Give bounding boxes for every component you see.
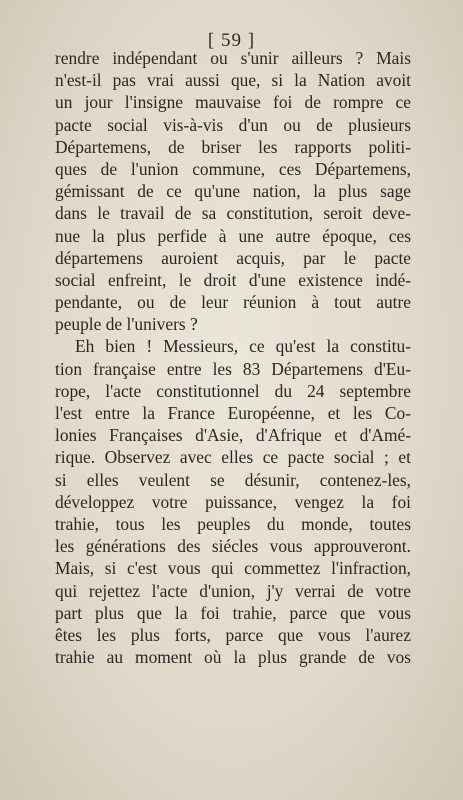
text-line: rope, l'acte constitutionnel du 24 septembre bbox=[55, 380, 411, 401]
text-line: part plus que la foi trahie, parce que vous bbox=[55, 602, 411, 623]
text-line: lonies Françaises d'Asie, d'Afrique et d'Amé- bbox=[55, 425, 411, 446]
text-line: trahie au moment où la plus grande de vos bbox=[55, 647, 411, 668]
text-line: gémissant de ce qu'une nation, la plus sage bbox=[55, 181, 411, 202]
text-line: social enfreint, le droit d'une existence indé- bbox=[55, 269, 411, 290]
text-line: trahie, tous les peuples du monde, toutes bbox=[55, 513, 411, 534]
text-line: n'est-il pas vrai aussi que, si la Nation avoit bbox=[55, 70, 411, 91]
text-line: peuple de l'univers ? bbox=[55, 314, 198, 335]
text-line: rique. Observez avec elles ce pacte social ; et bbox=[55, 447, 411, 468]
text-line: pacte social vis-à-vis d'un ou de plusieurs bbox=[55, 114, 411, 135]
text-line: Mais, si c'est vous qui commettez l'infraction, bbox=[55, 558, 411, 579]
text-line: dans le travail de sa constitution, seroit deve- bbox=[55, 203, 411, 224]
text-line: ques de l'union commune, ces Départemens, bbox=[55, 158, 411, 179]
text-line: les générations des siécles vous approuveront. bbox=[55, 536, 411, 557]
text-line: l'est entre la France Européenne, et les Co- bbox=[55, 403, 411, 423]
text-line: qui rejettez l'acte d'union, j'y verrai de votre bbox=[55, 580, 411, 601]
text-line: nue la plus perfide à une autre époque, ces bbox=[55, 225, 411, 246]
text-line: rendre indépendant ou s'unir ailleurs ? Mais bbox=[55, 48, 411, 68]
text-line: êtes les plus forts, parce que vous l'aurez bbox=[55, 624, 411, 645]
text-line: développez votre puissance, vengez la foi bbox=[55, 491, 411, 512]
body-text bbox=[55, 47, 411, 668]
page-number: [ 59 ] bbox=[207, 30, 256, 51]
text-line: Eh bien ! Messieurs, ce qu'est la constitu- bbox=[75, 336, 411, 357]
text-line: si elles veulent se désunir, contenez-les, bbox=[55, 469, 411, 490]
text-line: départemens auroient acquis, par le pacte bbox=[55, 247, 411, 268]
text-line: pendante, ou de leur réunion à tout autre bbox=[55, 292, 411, 313]
text-line: tion française entre les 83 Départemens d'Eu- bbox=[55, 358, 411, 379]
text-line: Départemens, de briser les rapports politi- bbox=[55, 136, 411, 157]
text-line: un jour l'insigne mauvaise foi de rompre ce bbox=[55, 92, 411, 113]
